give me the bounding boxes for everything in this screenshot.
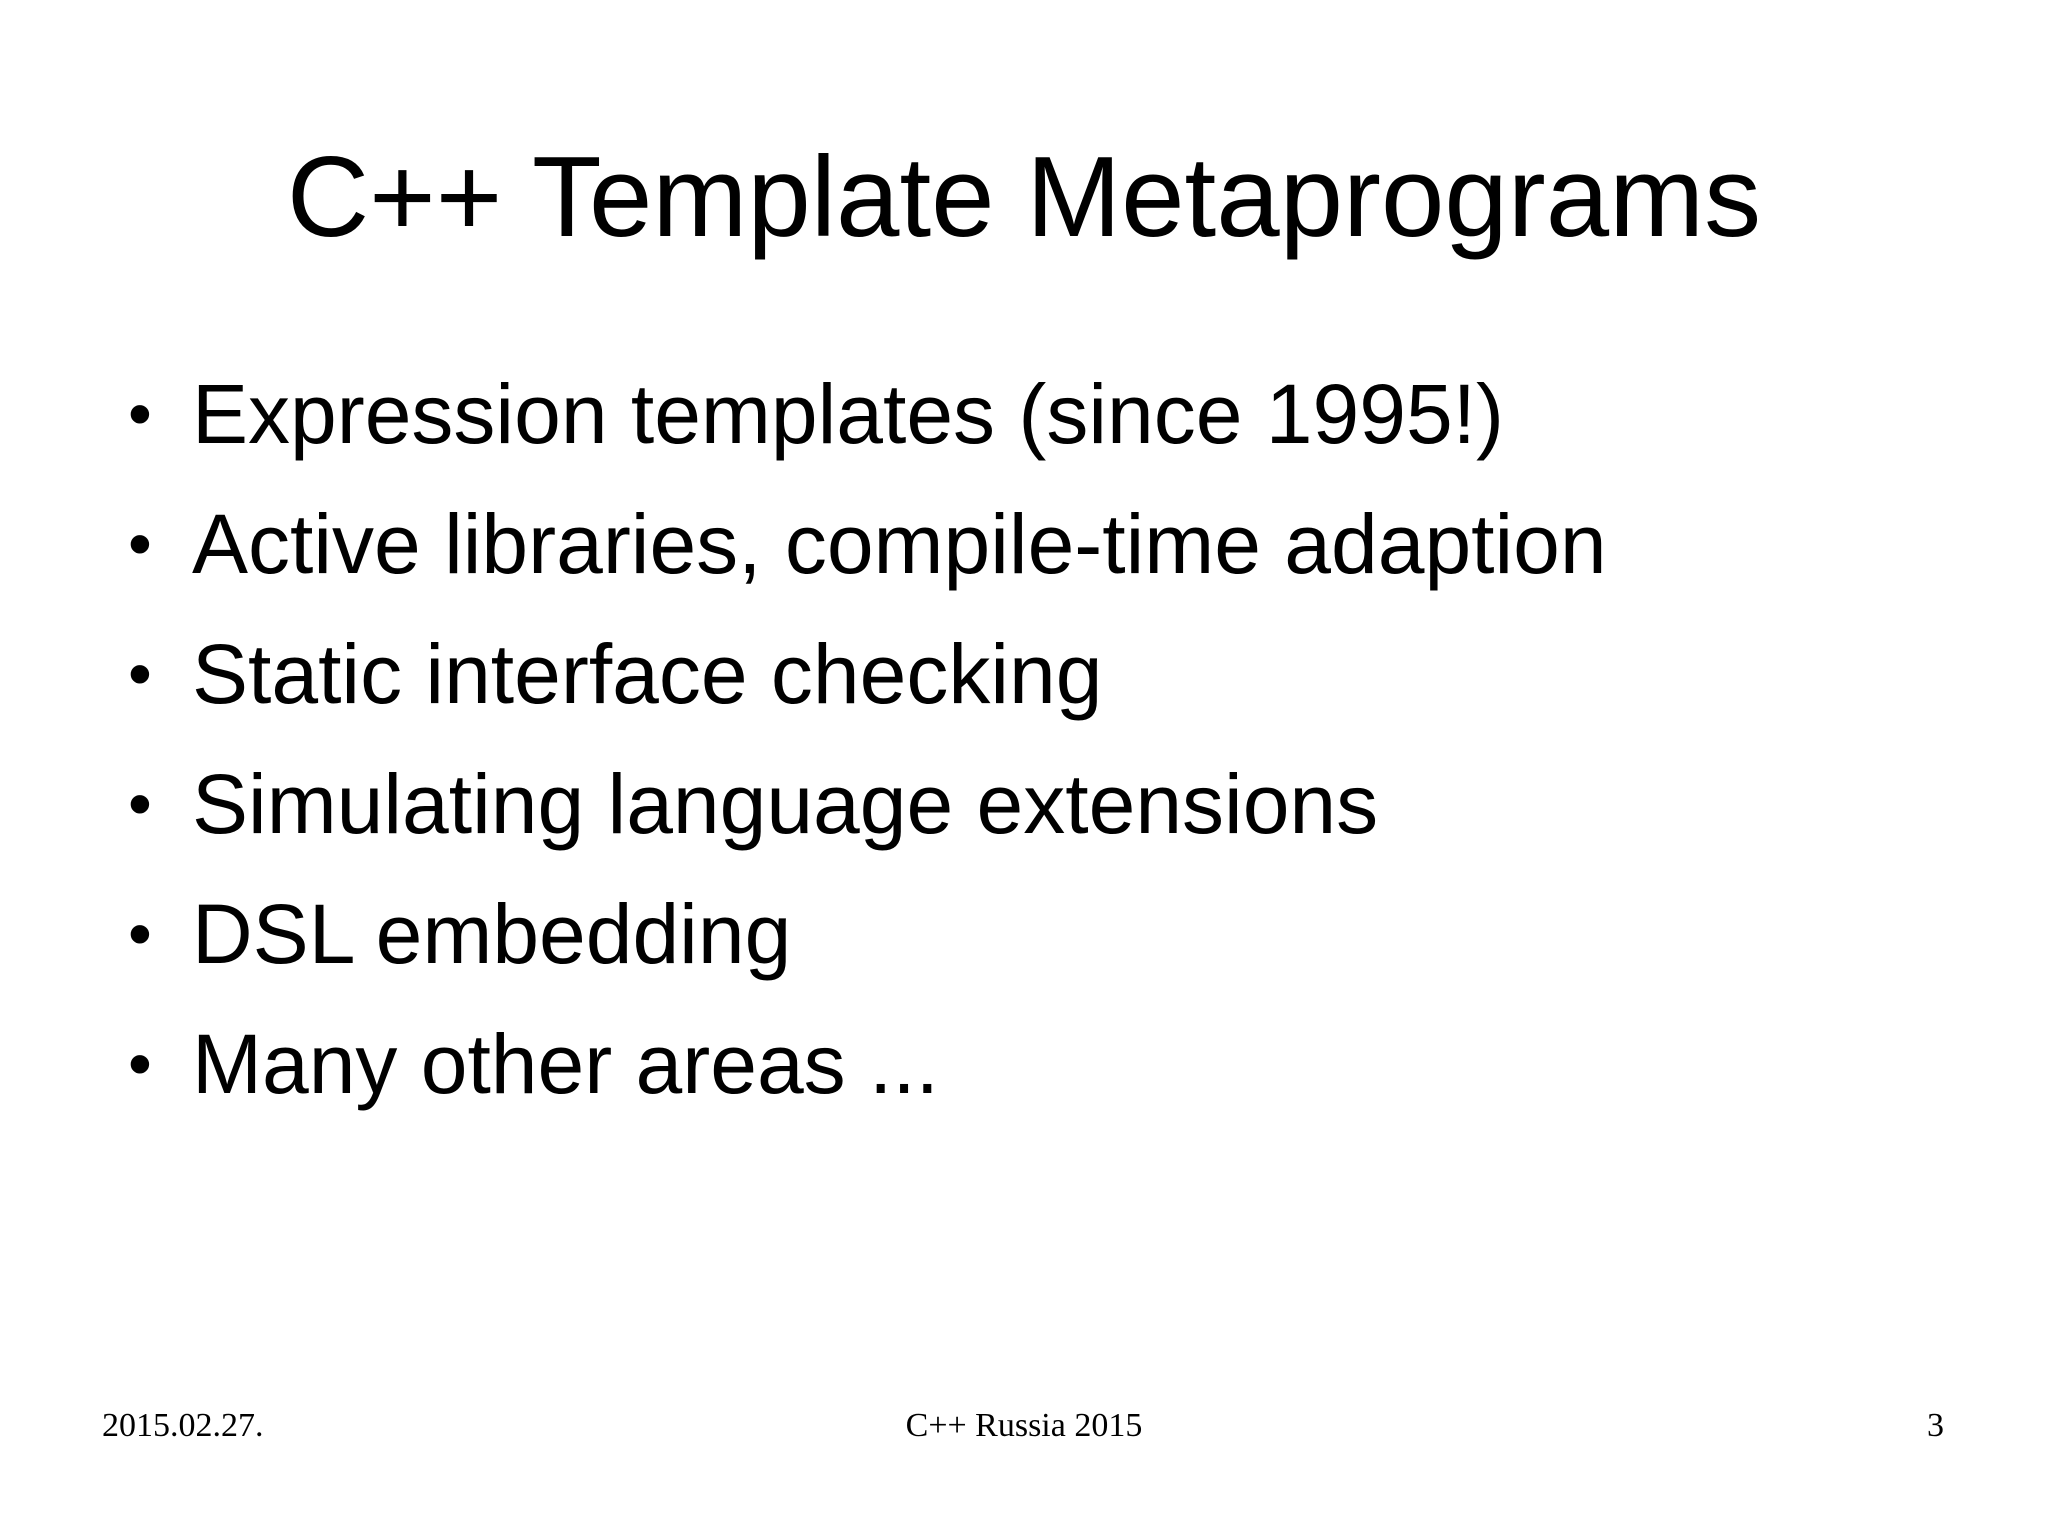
bullet-text: Static interface checking <box>192 627 1103 721</box>
bullet-text: Many other areas ... <box>192 1017 940 1111</box>
bullet-icon: • <box>128 376 152 452</box>
footer-event: C++ Russia 2015 <box>905 1407 1143 1444</box>
bullet-icon: • <box>128 766 152 842</box>
bullet-icon: • <box>128 1026 152 1102</box>
slide-title: C++ Template Metaprograms <box>286 134 1762 261</box>
footer-page-number: 3 <box>1927 1407 1944 1444</box>
bullet-icon: • <box>128 636 152 712</box>
bullet-icon: • <box>128 896 152 972</box>
footer-date: 2015.02.27. <box>102 1407 264 1444</box>
bullet-text: Expression templates (since 1995!) <box>192 367 1504 461</box>
bullet-text: Active libraries, compile-time adaption <box>192 497 1607 591</box>
bullet-text: Simulating language extensions <box>192 757 1379 851</box>
bullet-text: DSL embedding <box>192 887 792 981</box>
bullet-icon: • <box>128 506 152 582</box>
